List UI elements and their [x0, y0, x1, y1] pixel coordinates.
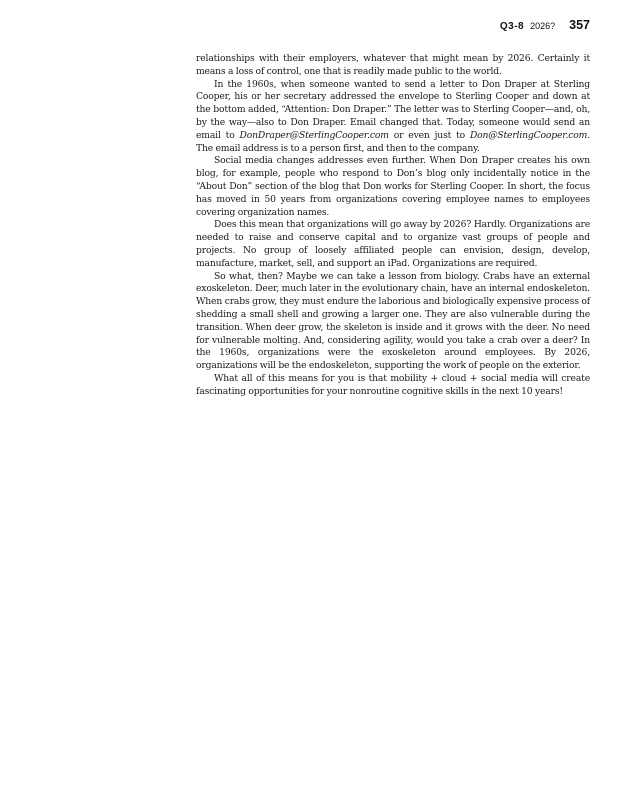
- running-head-section: Q3-8: [499, 21, 525, 32]
- paragraph: [196, 271, 590, 373]
- paragraph: [196, 219, 590, 270]
- paragraph: [196, 155, 590, 219]
- email-address: DonDraper@SterlingCooper.com: [239, 129, 389, 141]
- text-run: Does this mean that organizations will go away by 2026? Hardly. Organizations are needed to raise and conserve capital and to organize vast groups of people and projects. No group of loosely affiliated people can envision, design, develop, manufacture, market, sell, and support an iPad. Organizations are required.: [196, 219, 590, 269]
- page-number: 357: [569, 18, 590, 32]
- text-run: . The email address is to a person first, and then to the company.: [196, 129, 591, 154]
- paragraph: [196, 373, 590, 399]
- text-run: or even just to: [388, 129, 470, 141]
- running-head-title: 2026?: [530, 21, 556, 31]
- text-run: Social media changes addresses even further. When Don Draper creates his own blog, for example, people who respond to Don’s blog only incidentally notice in the “About Don” section of the blog that Don works for Sterling Cooper. In short, the focus has moved in 50 years from organizations covering employee names to employees covering organization names.: [196, 155, 590, 218]
- paragraph: [196, 53, 590, 79]
- running-head: [196, 18, 590, 34]
- text-run: relationships with their employers, whatever that might mean by 2026. Certainly it means a loss of control, one that is readily made public to the world.: [196, 53, 590, 77]
- body-text: [196, 53, 590, 399]
- text-run: So what, then? Maybe we can take a lesson from biology. Crabs have an external exoskeleton. Deer, much later in the evolutionary chain, have an internal endoskeleton. When crabs grow, they must endure the laborious and biologically expensive process of shedding a small shell and growing a larger one. They are also vulnerable during the transition. When deer grow, the skeleton is inside and it grows with the deer. No need for vulnerable molting. And, considering agility, would you take a crab over a deer? In the 1960s, organizations were the exoskeleton around employees. By 2026, organizations will be the endoskeleton, supporting the work of people on the exterior.: [196, 270, 590, 372]
- paragraph: [196, 79, 590, 156]
- text-run: In the 1960s, when someone wanted to send a letter to Don Draper at Sterling Cooper, his or her secretary addressed the envelope to Sterling Cooper and down at the bottom added, “Attention: Don Draper.” The letter was to Sterling Cooper—and, oh, by the way—also to Don Draper. Email changed that. Today, someone would send an email to: [196, 78, 590, 141]
- email-address: Don@SterlingCooper.com: [469, 129, 588, 141]
- text-run: What all of this means for you is that mobility + cloud + social media will create fascinating opportunities for your nonroutine cognitive skills in the next 10 years!: [196, 372, 590, 397]
